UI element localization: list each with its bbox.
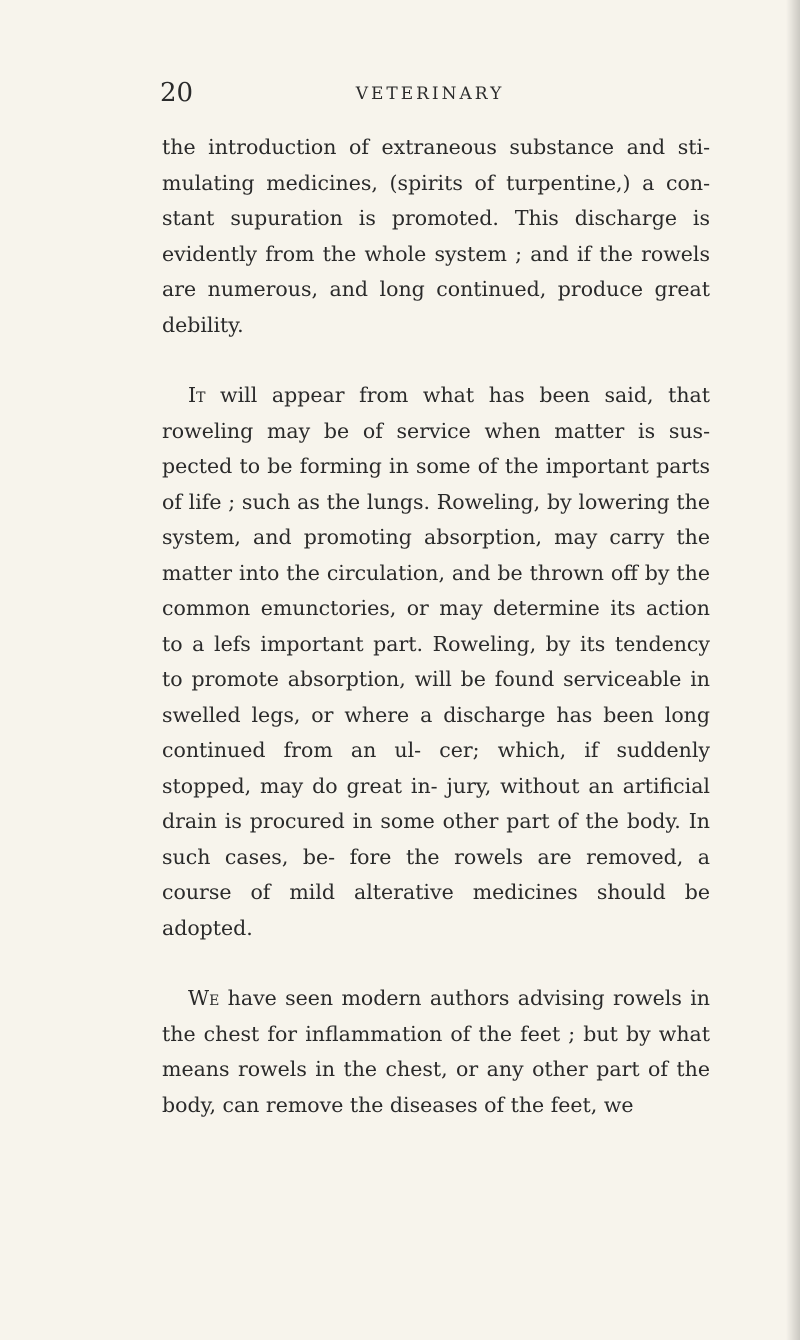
page-number: 20: [160, 78, 194, 108]
paragraph-2: [162, 378, 710, 946]
paragraph-2-text: will appear from what has been said, that roweling may be of service when matter is sus- pected to be forming in some of the important parts of life ; such as the lungs. Roweling, by lowering the system, and promoting absorption, may carry the matter into the circulation, and be thrown off by the common emunctories, or may determine its action to a lefs important part. Roweling, by its tendency to promote absorption, will be found serviceable in swelled legs, or where a discharge has been long continued from an ul- cer; which, if suddenly stopped, may do great in- jury, without an artificial drain is procured in some other part of the body. In such cases, be- fore the rowels are removed, a course of mild alterative medicines should be adopted.: [162, 383, 710, 940]
paragraph-1: [162, 130, 710, 343]
page-edge-shadow: [786, 0, 800, 1340]
running-head: VETERINARY: [355, 84, 505, 104]
paragraph-3: [162, 981, 710, 1123]
page-header: [160, 78, 700, 114]
paragraph-2-lead: It: [188, 383, 206, 407]
paragraph-3-lead: We: [188, 986, 220, 1010]
body-text: [162, 130, 710, 1123]
paragraph-3-text: have seen modern authors advising rowels in the chest for inflammation of the feet ; but by what means rowels in the chest, or any other part of the body, can remove the diseases of the feet, we: [162, 986, 710, 1117]
paragraph-1-text: the introduction of extraneous substance and sti- mulating medicines, (spirits of turpentine,) a con- stant supuration is promoted. This discharge is evidently from the whole system ; and if the rowels are numerous, and long continued, produce great debility.: [162, 135, 710, 337]
